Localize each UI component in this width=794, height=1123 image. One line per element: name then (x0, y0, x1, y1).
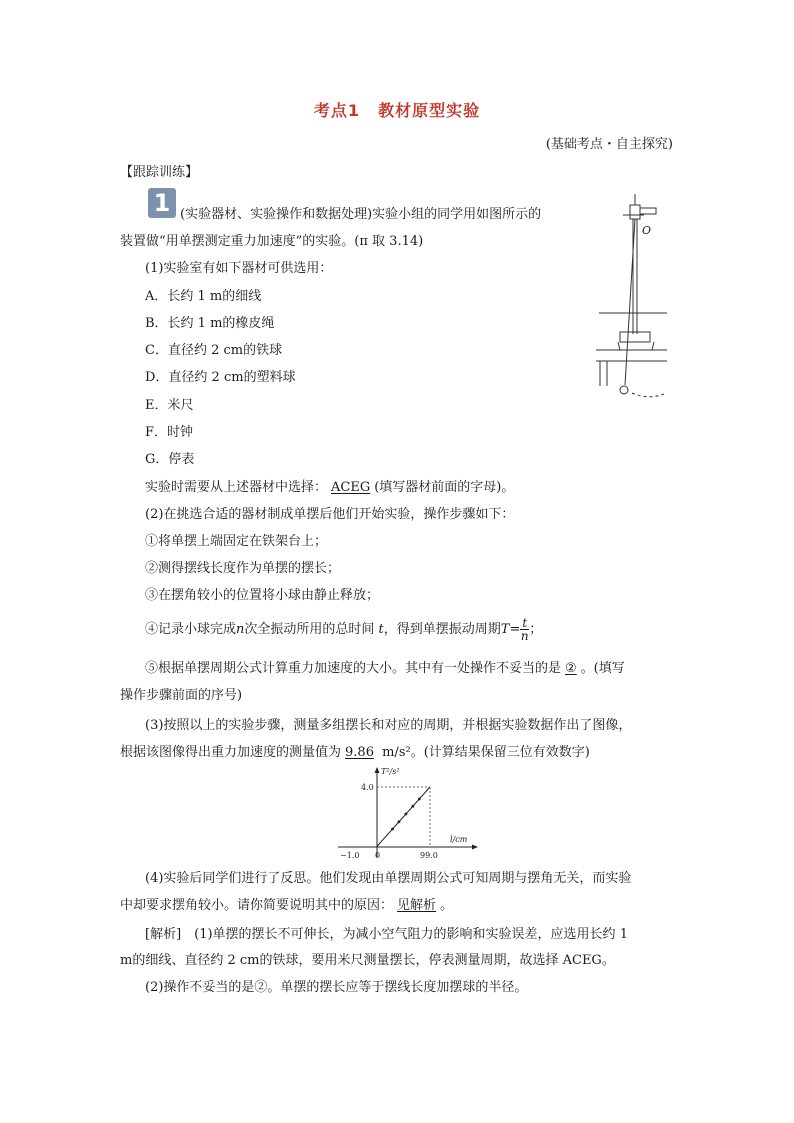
step4-T: T (500, 622, 510, 637)
step-2: ②测得摆线长度作为单摆的摆长； (145, 561, 341, 576)
part1-answer-prefix: 实验时需要从上述器材中选择： (145, 480, 328, 495)
title-part2: 教材原型实验 (378, 101, 481, 120)
x-axis-label: l/cm (450, 835, 468, 844)
stand-base-top (620, 332, 650, 342)
pivot-label: O (642, 224, 652, 237)
fraction-denominator: n (520, 629, 529, 643)
part4-suffix: 。 (440, 898, 454, 913)
option-f: F．时钟 (145, 425, 194, 440)
step4-n: n (236, 622, 245, 637)
step4-prefix: ④记录小球完成 (145, 622, 237, 637)
part1-answer-line (145, 479, 514, 497)
step4-middle: 次全振动所用的总时间 (244, 622, 375, 637)
part4-answer-line (120, 897, 453, 915)
part3-answer-blank: 9.86 (345, 745, 374, 760)
fraction-numerator: t (522, 616, 528, 630)
part1-answer-blank: ACEG (331, 480, 371, 495)
question-number-badge: 1 (148, 188, 176, 218)
x-tick-label-1: −1.0 (340, 851, 360, 860)
analysis-line3: (2)操作不妥当的是②。单摆的摆长应等于摆线长度加摆球的半径。 (145, 980, 528, 995)
step4-end: ； (529, 622, 543, 637)
data-point-2 (398, 820, 401, 823)
part1-answer-suffix: (填写器材前面的字母)。 (374, 480, 515, 495)
y-tick-label-1: 4.0 (361, 783, 374, 792)
option-b: B．长约 1 m的橡皮绳 (145, 316, 275, 331)
step-5-line2: 操作步骤前面的序号) (120, 688, 243, 703)
analysis-line2: m的细线、直径约 2 cm的铁球，要用米尺测量摆长，停表测量周期，故选择 ACEG。 (120, 953, 615, 968)
step-3: ③在摆角较小的位置将小球由静止释放； (145, 588, 380, 603)
part3-suffix: 。(计算结果保留三位有效数字) (410, 745, 590, 760)
data-point-3 (405, 813, 408, 816)
part4-answer-blank: 见解析 (397, 898, 437, 913)
data-point-4 (411, 805, 414, 808)
part1-prompt: (1)实验室有如下器材可供选用： (145, 261, 333, 276)
question-intro-line1: (实验器材、实验操作和数据处理)实验小组的同学用如图所示的 (180, 207, 542, 222)
step4-equals: = (509, 622, 521, 637)
stand-base-bottom (618, 342, 654, 350)
x-tick-label-3: 99.0 (420, 851, 438, 860)
step5-answer-blank: ② (565, 661, 577, 676)
step4-suffix: ，得到单摆振动周期 (383, 622, 501, 637)
step5-suffix: 。(填写 (580, 661, 625, 676)
page-subtitle: (基础考点・自主探究) (545, 137, 673, 152)
x-tick-label-2: 0 (375, 851, 381, 860)
step-5 (145, 660, 625, 678)
part2-prompt: (2)在挑选合适的器材制成单摆后他们开始实验，操作步骤如下： (145, 507, 515, 522)
pendulum-apparatus-diagram (596, 192, 670, 404)
step-1: ①将单摆上端固定在铁架台上； (145, 534, 328, 549)
part3-line1: (3)按照以上的实验步骤，测量多组摆长和对应的周期，并根据实验数据作出了图像， (145, 718, 632, 733)
option-g: G．停表 (145, 452, 195, 467)
option-c: C．直径约 2 cm的铁球 (145, 343, 283, 358)
step-4 (145, 617, 542, 642)
step4-t: t (378, 622, 384, 637)
option-d: D．直径约 2 cm的塑料球 (145, 370, 296, 385)
data-point-5 (418, 798, 421, 801)
clamp-arm (640, 208, 656, 214)
period-fraction (520, 617, 529, 642)
page-title (0, 98, 794, 121)
section-heading: 【跟踪训练】 (120, 165, 199, 180)
series-line (376, 787, 430, 847)
part3-unit: m/s² (382, 745, 411, 760)
y-axis-label: T²/s² (381, 767, 400, 776)
part3-prefix: 根据该图像得出重力加速度的测量值为 (120, 745, 342, 760)
y-axis-arrow (375, 767, 380, 773)
data-point-1 (391, 828, 394, 831)
x-axis-arrow (472, 845, 478, 850)
swing-arc (632, 393, 664, 397)
t-squared-vs-length-graph (330, 765, 490, 861)
title-part1: 考点1 (313, 101, 361, 120)
part3-answer-line (120, 744, 590, 762)
option-e: E．米尺 (145, 398, 194, 413)
part4-prefix: 中却要求摆角较小。请你简要说明其中的原因： (120, 898, 394, 913)
analysis-line1: [解析] (1)单摆的摆长不可伸长，为减小空气阻力的影响和实验误差，应选用长约 1 (145, 927, 628, 942)
step5-prefix: ⑤根据单摆周期公式计算重力加速度的大小。其中有一处操作不妥当的是 (145, 661, 562, 676)
option-a: A．长约 1 m的细线 (145, 289, 262, 304)
clamp-head (630, 205, 640, 219)
part4-line1: (4)实验后同学们进行了反思。他们发现由单摆周期公式可知周期与摆角无关，而实验 (145, 871, 632, 886)
question-intro-line2: 装置做“用单摆测定重力加速度”的实验。(π 取 3.14) (120, 234, 424, 249)
pendulum-bob (620, 386, 628, 394)
